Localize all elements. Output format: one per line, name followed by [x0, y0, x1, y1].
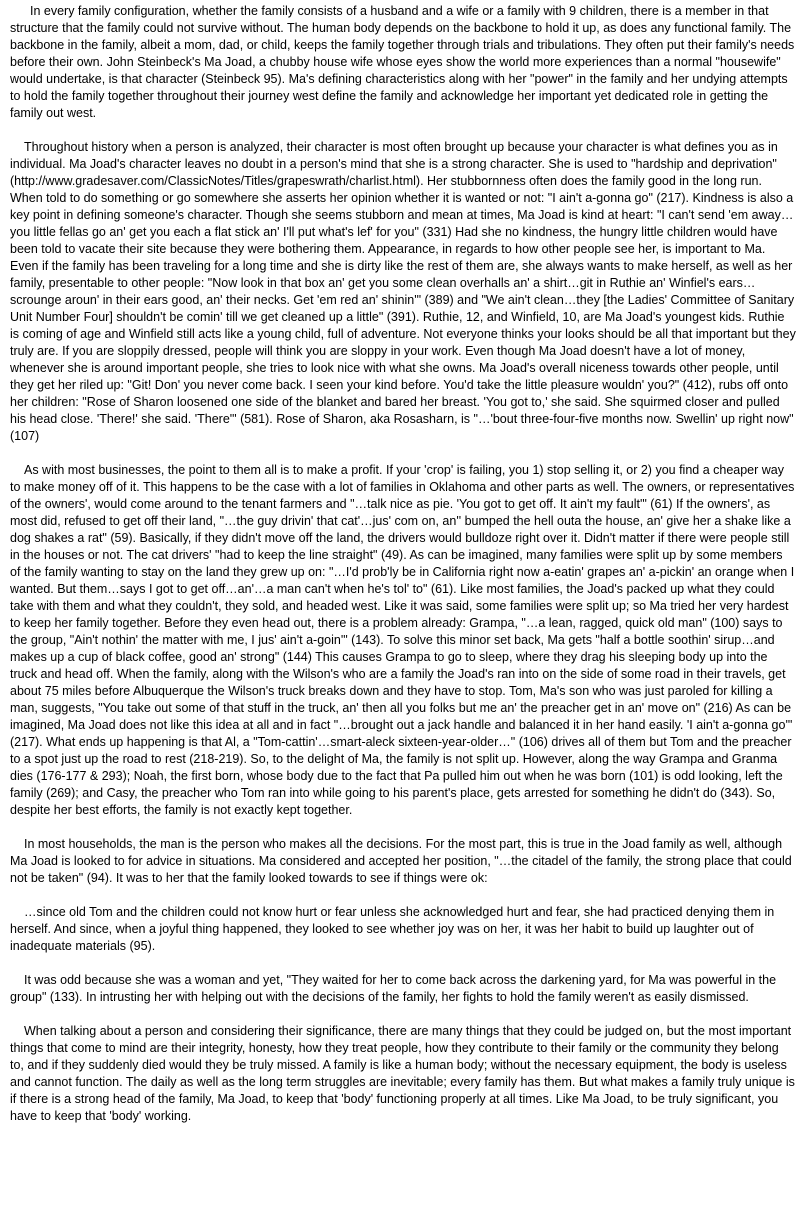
- paragraph-quotation: …since old Tom and the children could not know hurt or fear unless she acknowledged hurt and fear, she had practiced denying them in herself. And since, when a joyful thing happened, they looked to see whether joy was on her, it was her habit to build up laughter out of inadequate materials (95).: [10, 905, 775, 953]
- paragraph-intro: In every family configuration, whether the family consists of a husband and a wife or a family with 9 children, there is a member in that structure that the family could not survive without. The human body depends on the backbone to hold it up, as does any functional family. The backbone in the family, albeit a mom, dad, or child, keeps the family together through trials and tribulations. They often put their family's needs before their own. John Steinbeck's Ma Joad, a chubby house wife whose eyes show the world more experiences than a normal "housewife" would undertake, is that character (Steinbeck 95). Ma's defining characteristics along with her "power" in the family and her undying attempts to hold the family together throughout their journey west define the family and acknowledge her important yet dedicated role in getting the family out west.: [10, 4, 795, 120]
- paragraph-character: Throughout history when a person is analyzed, their character is most often brought up because your character is what defines you as in individual. Ma Joad's character leaves no doubt in a person's mind that she is a strong character. She is used to "hardship and deprivation" (http://www.gradesaver.com/ClassicNotes/Titles/grapeswrath/charlist.html). Her stubbornness often does the family good in the long run. When told to do something or go somewhere she asserts her opinion whether it is wanted or not: "I ain't a-gonna go" (217). Kindness is also a key point in defining someone's character. Though she seems stubborn and mean at times, Ma Joad is kind at heart: "I can't send 'em away…you little fellas go an' get you each a flat stick an' I'll put what's lef' for you" (331) Had she no kindness, the hungry little children would have been told to vacate their site because they were bothering them. Appearance, in regards to how other people see her, is important to Ma. Even if the family has been traveling for a long time and she is dirty like the rest of them are, she always wants to make herself, as well as her family, presentable to other people: "Now look in that box an' get you some clean overhalls an' a shirt…git in Ruthie an' Winfiel's ears…scrounge aroun' in their ears good, an' their necks. Get 'em red an' shinin'" (389) and "We ain't clean…they [the Ladies' Committee of Sanitary Unit Number Four] shouldn't be comin' till we get cleaned up a little" (391). Ruthie, 12, and Winfield, 10, are Ma Joad's youngest kids. Ruthie is coming of age and Winfield still acts like a young child, full of adventure. Not everyone thinks your looks should be all that important but they truly are. If you are sloppily dressed, people will think you are sloppy in your work. Even though Ma Joad doesn't have a lot of money, whenever she is around important people, she tries to look nice with what she owns. Ma Joad's overall niceness towards other people, until they get her riled up: "Git! Don' you never come back. I seen your kind before. You'd take the little pleasure wouldn' you?" (412), rubs off onto her children: "Rose of Sharon loosened one side of the blanket and bared her breast. 'You got to,' she said. She squirmed closer and pulled his head close. 'There!' she said. 'There'" (581). Rose of Sharon, aka Rosasharn, is "…'bout three-four-five months now. Swellin' up right now" (107): [10, 140, 796, 443]
- paragraph-powerful: It was odd because she was a woman and yet, "They waited for her to come back across the darkening yard, for Ma was powerful in the group" (133). In intrusting her with helping out with the decisions of the family, her fights to hold the family weren't as easily dismissed.: [10, 973, 777, 1004]
- paragraph-households: In most households, the man is the person who makes all the decisions. For the most part, this is true in the Joad family as well, although Ma Joad is looked to for advice in situations. Ma considered and accepted her position, "…the citadel of the family, the strong place that could not be taken" (94). It was to her that the family looked towards to see if things were ok:: [10, 837, 792, 885]
- paragraph-conclusion: When talking about a person and considering their significance, there are many things that they could be judged on, but the most important things that come to mind are their integrity, honesty, how they treat people, how they contribute to their family or the community they belong to, and if they suddenly died would they be truly missed. A family is like a human body; without the necessary equipment, the body is useless and cannot function. The daily as well as the long term struggles are inevitable; every family has them. But what makes a family truly unique is if there is a strong head of the family, Ma Joad, to keep that 'body' functioning properly at all times. Like Ma Joad, to be truly significant, you have to keep that 'body' working.: [10, 1024, 795, 1123]
- paragraph-business: As with most businesses, the point to them all is to make a profit. If your 'crop' is failing, you 1) stop selling it, or 2) you find a cheaper way to make money off of it. This happens to be the case with a lot of families in Oklahoma and other parts as well. The owners, or representatives of the owners', would come around to the tenant farmers and "…talk nice as pie. 'You got to get off. It ain't my fault'" (61) If the owners', as most did, refused to get off their land, "…the guy drivin' that cat'…jus' com on, an'' bumped the hell outa the house, an' give her a shake like a dog shakes a rat" (59). Basically, if they didn't move off the land, the drivers would bulldoze right over it. Didn't matter if there were people still in the houses or not. The cat drivers' "had to keep the line straight" (49). As can be imagined, many families were split up by some members of the family wanting to stay on the land they grew up on: "…I'd prob'ly be in California right now a-eatin' grapes an' a-pickin' an orange when I wanted. But them…says I got to get off…an'…a man can't when he's tol' to" (61). Like most families, the Joad's packed up what they could take with them and what they couldn't, they sold, and headed west. Like it was said, some families were split up; so Ma tried her very hardest to keep her family together. Before they even head out, there is a problem already: Grampa, "…a lean, ragged, quick old man" (100) says to the group, "Ain't nothin' the matter with me, I jus' ain't a-goin'" (143). To solve this minor set back, Ma gets "half a bottle soothin' sirup…and makes up a cup of black coffee, good an' strong" (144) This causes Grampa to go to sleep, where they drag his sleeping body up into the truck and head off. When the family, along with the Wilson's who are a family the Joad's ran into on the side of some road in their travels, get about 75 miles before Albuquerque the Wilson's truck breaks down and they have to stop. Tom, Ma's son who was just paroled for killing a man, suggests, "You take out some of that stuff in the truck, an' then all you folks but me an' the preacher get in an' move on" (216) As can be imagined, Ma Joad does not like this idea at all and in fact "…brought out a jack handle and balanced it in her hand easily. 'I ain't a-gonna go'" (217). What ends up happening is that Al, a "Tom-cattin'…smart-aleck sixteen-year-older…" (106) drives all of them but Tom and the preacher to a spot just up the road to rest (218-219). So, to the delight of Ma, the family is not split up. However, along the way Grampa and Granma dies (176-177 & 293); Noah, the first born, whose body due to the fact that Pa pulled him out when he was born (101) is odd looking, left the family (269); and Casy, the preacher who Tom ran into while going to his parent's place, gets arrested for something he didn't do (343). So, despite her best efforts, the family is not exactly kept together.: [10, 463, 795, 817]
